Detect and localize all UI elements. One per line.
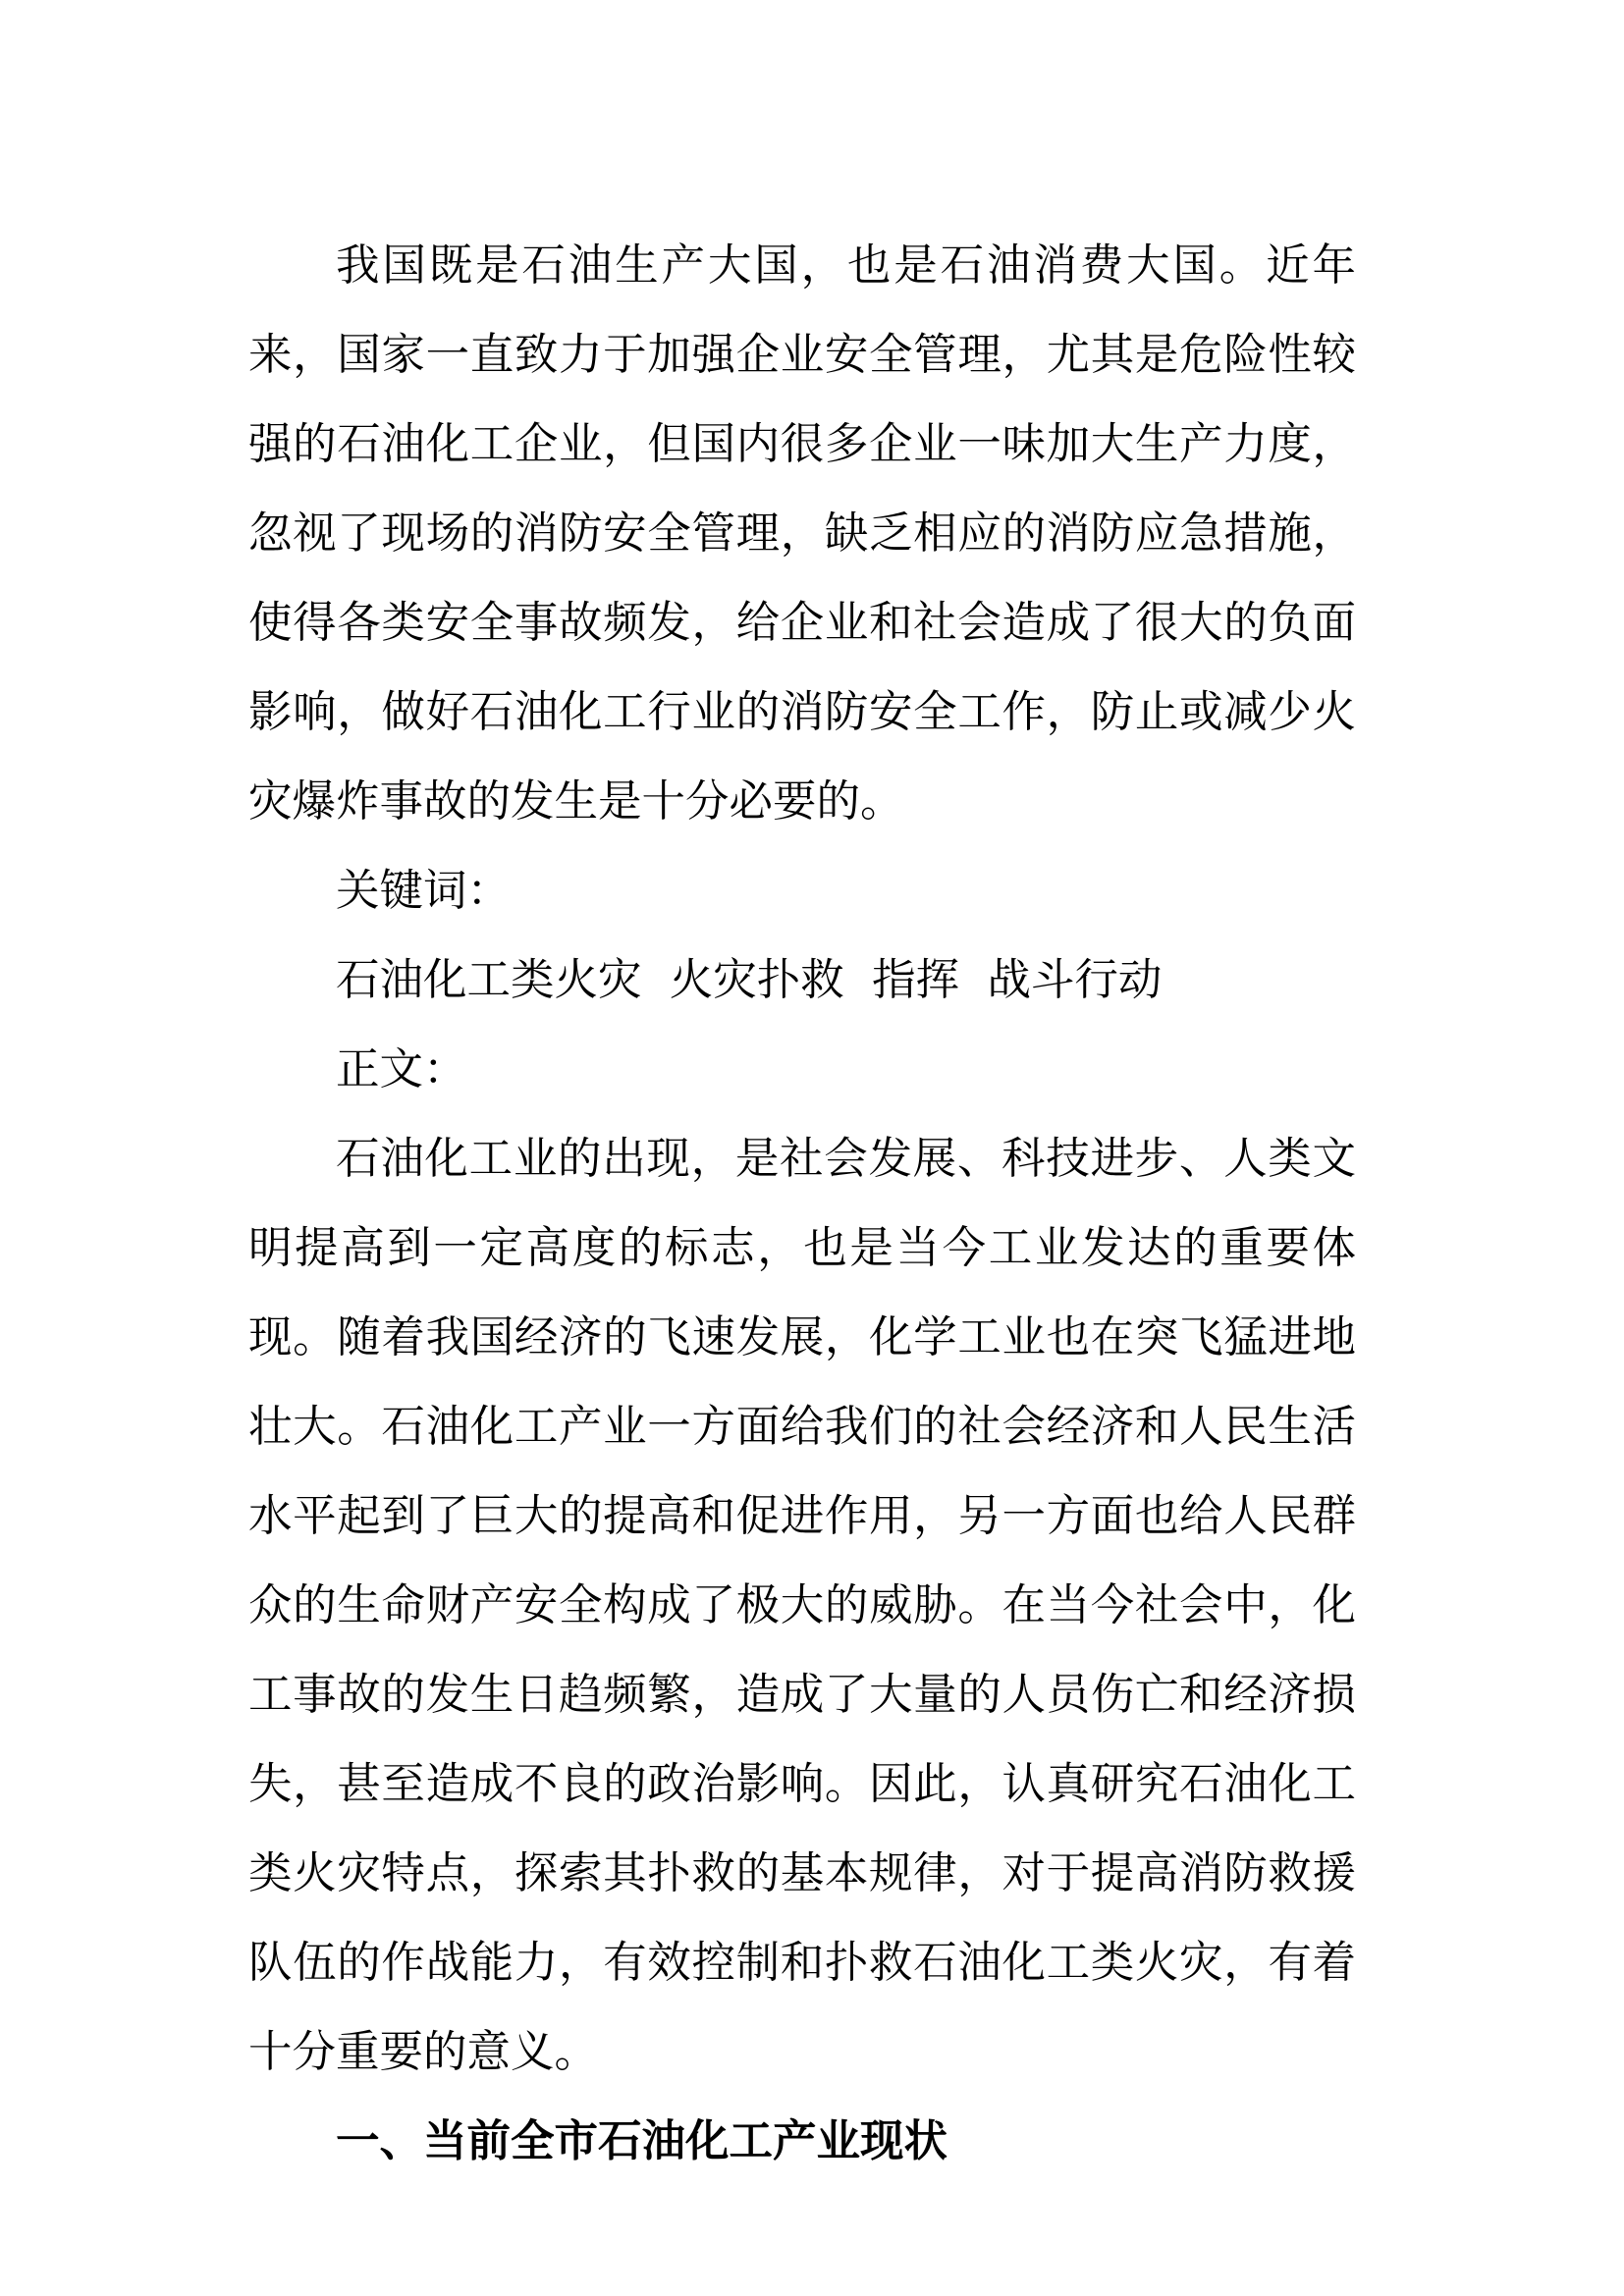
keywords-label: 关键词： bbox=[336, 866, 512, 916]
body-label: 正文： bbox=[336, 1044, 467, 1095]
abstract-paragraph: 我国既是石油生产大国，也是石油消费大国。近年来，国家一直致力于加强企业安全管理，尤其是危险性较强的石油化工企业，但国内很多企业一味加大生产力度，忽视了现场的消防安全管理，缺乏相应的消防应急措施，使得各类安全事故频发，给企业和社会造成了很大的负面影响，做好石油化工行业的消防安全工作，防止或减少火灾爆炸事故的发生是十分必要的。 bbox=[248, 240, 1356, 827]
keywords-list: 石油化工类火灾 火灾扑救 指挥 战斗行动 bbox=[336, 955, 1163, 1005]
document-page bbox=[248, 221, 1356, 2186]
body-paragraph: 石油化工业的出现，是社会发展、科技进步、人类文明提高到一定高度的标志，也是当今工业发达的重要体现。随着我国经济的飞速发展，化学工业也在突飞猛进地壮大。石油化工产业一方面给我们的社会经济和人民生活水平起到了巨大的提高和促进作用，另一方面也给人民群众的生命财产安全构成了极大的威胁。在当今社会中，化工事故的发生日趋频繁，造成了大量的人员伤亡和经济损失，甚至造成不良的政治影响。因此，认真研究石油化工类火灾特点，探索其扑救的基本规律，对于提高消防救援队伍的作战能力，有效控制和扑救石油化工类火灾，有着十分重要的意义。 bbox=[248, 1134, 1356, 2077]
section-heading: 一、当前全市石油化工产业现状 bbox=[336, 2116, 948, 2166]
